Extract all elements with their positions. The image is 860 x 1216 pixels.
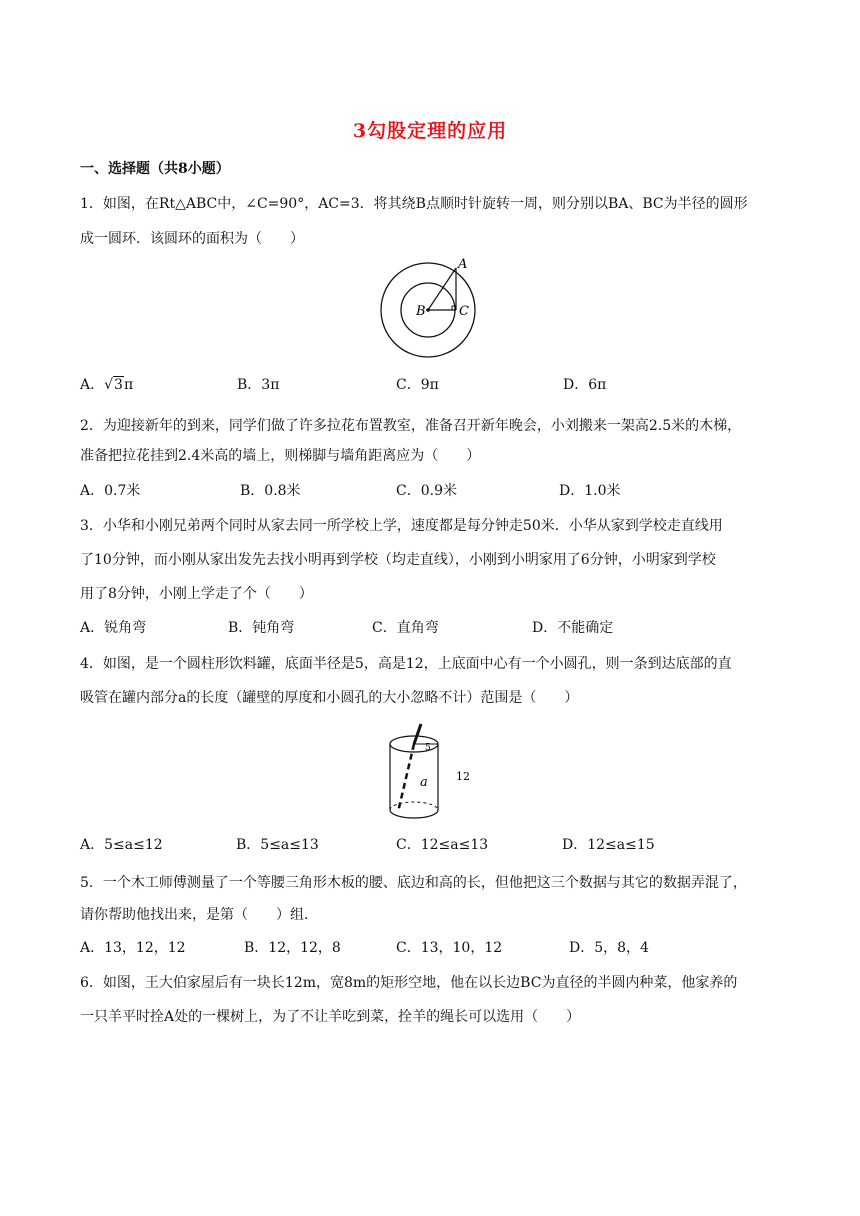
segment-ba [428,268,456,310]
question-6-line-1: 6．如图，王大伯家屋后有一块长12m，宽8m的矩形空地，他在以长边BC为直径的半圆内种菜，他家养的 [80,975,738,991]
straw-outside [414,724,421,744]
question-2-options [80,480,780,500]
question-5-options [80,937,780,957]
q1-option-b[interactable]: B．3π [237,377,280,393]
q5-option-b[interactable]: B．12，12，8 [244,940,341,956]
point-b-dot [426,308,430,312]
question-4-options [80,834,780,854]
q1-option-a-prefix: A． [80,377,105,393]
question-3-line-1: 3．小华和小刚兄弟两个同时从家去同一所学校上学，速度都是每分钟走50米．小华从家到学校走直线用 [80,518,723,534]
question-1-line-1: 1．如图，在Rt△ABC中，∠C=90°，AC=3．将其绕B点顺时针旋转一周，则分别以BA、BC为半径的圆形 [80,196,748,212]
sqrt-icon: √ [104,377,114,393]
q1-option-a-radicand: 3 [114,377,123,393]
label-b: B [416,304,426,319]
question-3-line-2: 了10分钟，而小刚从家出发先去找小明再到学校（均走直线），小刚到小明家用了6分钟，小明家到学校 [80,552,716,568]
question-6-line-2: 一只羊平时拴A处的一棵树上，为了不让羊吃到菜，拴羊的绳长可以选用（ ） [80,1009,581,1025]
q3-option-a[interactable]: A．锐角弯 [80,620,147,636]
cylinder-figure [384,722,480,822]
q3-option-d[interactable]: D．不能确定 [532,620,614,636]
q2-option-c[interactable]: C．0.9米 [396,483,457,499]
q1-option-a-pi: π [123,377,134,393]
question-4-line-1: 4．如图，是一个圆柱形饮料罐，底面半径是5，高是12，上底面中心有一个小圆孔，则一条到达底部的直 [80,656,732,672]
q3-option-b[interactable]: B．钝角弯 [228,620,295,636]
q5-option-d[interactable]: D．5，8，4 [569,940,649,956]
page-title: 3勾股定理的应用 [352,120,508,142]
question-3-line-3: 用了8分钟，小刚上学走了个（ ） [80,586,313,602]
section-heading: 一、选择题（共8小题） [80,161,230,177]
q4-option-b[interactable]: B．5≤a≤13 [236,837,319,853]
annulus-figure [378,256,480,360]
cylinder-bottom-back [390,802,438,810]
label-a: A [458,257,468,272]
cylinder-bottom-front [390,810,438,818]
question-2-line-2: 准备把拉花挂到2.4米高的墙上，则梯脚与墙角距离应为（ ） [80,448,481,464]
q5-option-a[interactable]: A．13，12，12 [80,940,186,956]
q3-option-c[interactable]: C．直角弯 [372,620,439,636]
height-label: 12 [456,770,470,783]
q1-option-c[interactable]: C．9π [396,377,439,393]
q5-option-c[interactable]: C．13，10，12 [396,940,503,956]
q1-option-d[interactable]: D．6π [563,377,607,393]
question-5-line-1: 5．一个木工师傅测量了一个等腰三角形木板的腰、底边和高的长，但他把这三个数据与其它的数据弄混了， [80,875,747,891]
q4-option-d[interactable]: D．12≤a≤15 [562,837,655,853]
q1-option-a[interactable] [80,374,133,394]
label-c: C [459,304,469,319]
radius-label: 5 [425,743,431,753]
q4-option-c[interactable]: C．12≤a≤13 [396,837,489,853]
q2-option-d[interactable]: D．1.0米 [559,483,621,499]
question-5-line-2: 请你帮助他找出来，是第（ ）组． [80,907,318,923]
question-1-options [80,374,780,394]
question-4-line-2: 吸管在罐内部分a的长度（罐壁的厚度和小圆孔的大小忽略不计）范围是（ ） [80,690,579,706]
q2-option-a[interactable]: A．0.7米 [80,483,141,499]
q2-option-b[interactable]: B．0.8米 [240,483,301,499]
a-label: a [420,775,428,790]
question-1-line-2: 成一圆环．该圆环的面积为（ ） [80,231,304,247]
question-3-options [80,617,780,637]
q4-option-a[interactable]: A．5≤a≤12 [80,837,163,853]
question-2-line-1: 2．为迎接新年的到来，同学们做了许多拉花布置教室，准备召开新年晚会，小刘搬来一架高2.5米的木梯， [80,418,742,434]
